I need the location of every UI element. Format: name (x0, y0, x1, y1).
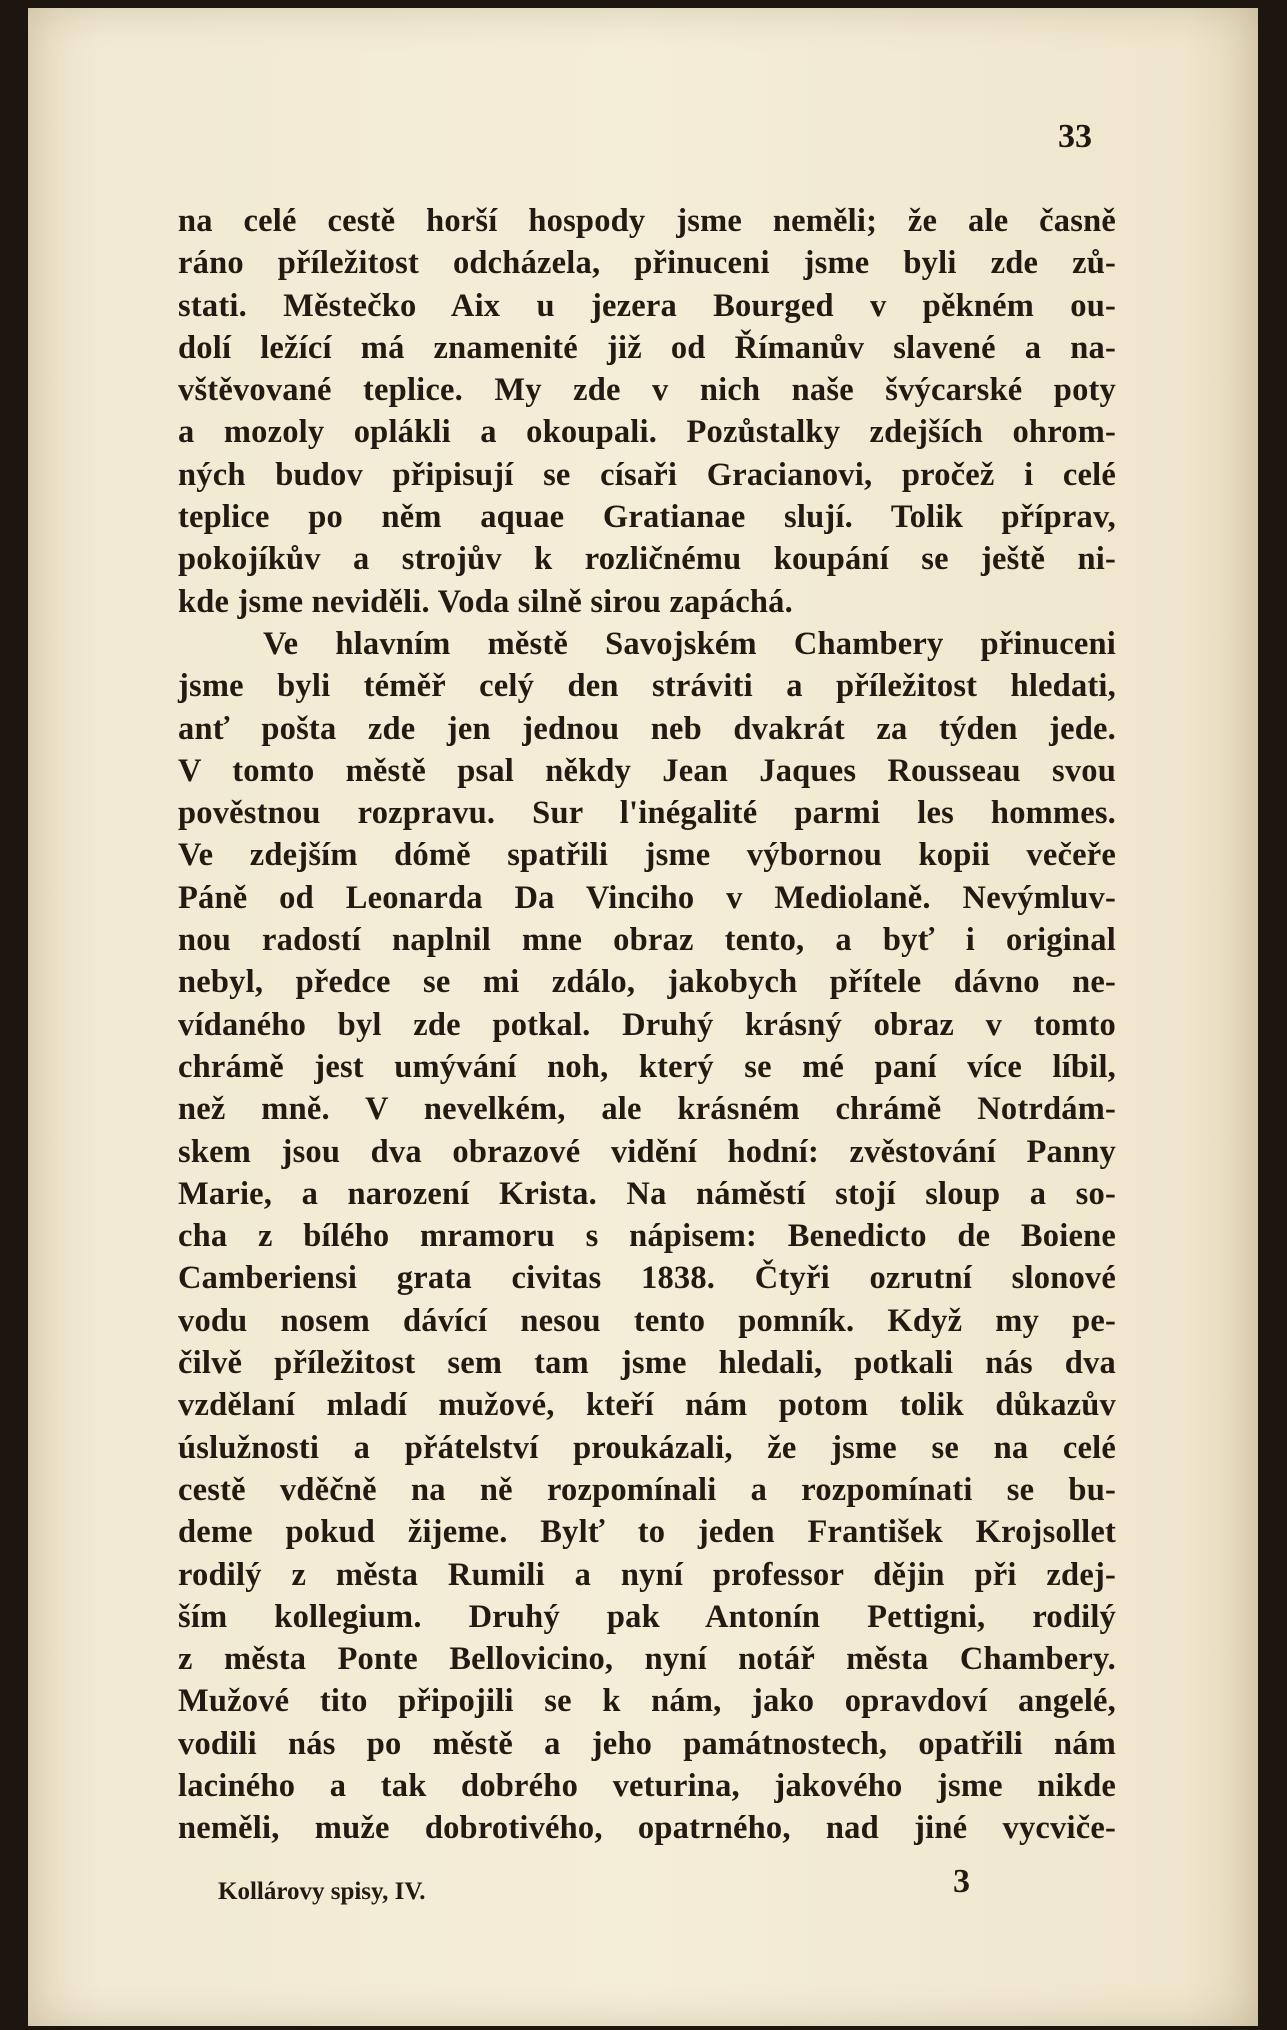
text-line: z města Ponte Bellovicino, nyní notář města Chambery. (178, 1641, 1116, 1678)
text-line: pověstnou rozpravu. Sur l'inégalité parmi les hommes. (178, 795, 1116, 832)
text-line: než mně. V nevelkém, ale krásném chrámě Notrdám- (178, 1091, 1116, 1128)
text-line: vodili nás po městě a jeho památnostech, opatřili nám (178, 1725, 1116, 1762)
text-line: cha z bílého mramoru s nápisem: Benedicto de Boiene (178, 1218, 1116, 1255)
text-line: úslužnosti a přátelství proukázali, že jsme se na celé (178, 1429, 1116, 1466)
text-line: Ve hlavním městě Savojském Chambery přinuceni (263, 625, 1116, 662)
text-line: skem jsou dva obrazové vidění hodní: zvěstování Panny (178, 1133, 1116, 1170)
text-line: vídaného byl zde potkal. Druhý krásný obraz v tomto (178, 1006, 1116, 1043)
body-text (178, 200, 1116, 1850)
text-line: deme pokud žijeme. Bylť to jeden František Krojsollet (178, 1514, 1116, 1551)
text-line: Ve zdejším dómě spatřili jsme výbornou kopii večeře (178, 837, 1116, 874)
text-line: ných budov připisují se císaři Gracianovi, pročež i celé (178, 456, 1116, 493)
text-line: jsme byli téměř celý den stráviti a příležitost hledati, (178, 668, 1116, 705)
text-line: pokojíkův a strojův k rozličnému koupání se ještě ni- (178, 541, 1116, 578)
text-line: rodilý z města Rumili a nyní professor dějin při zdej- (178, 1556, 1116, 1593)
text-line: vštěvované teplice. My zde v nich naše švýcarské poty (178, 372, 1116, 409)
book-page (28, 8, 1258, 2026)
text-line: Páně od Leonarda Da Vinciho v Mediolaně. Nevýmluv- (178, 879, 1116, 916)
text-line: vzdělaní mladí mužové, kteří nám potom tolik důkazův (178, 1387, 1116, 1424)
page-number: 33 (1058, 118, 1092, 155)
text-line: čilvě příležitost sem tam jsme hledali, potkali nás dva (178, 1345, 1116, 1382)
text-line: laciného a tak dobrého veturina, jakového jsme nikde (178, 1767, 1116, 1804)
text-line: nebyl, předce se mi zdálo, jakobych přítele dávno ne- (178, 964, 1116, 1001)
footer-signature: Kollárovy spisy, IV. (218, 1878, 426, 1905)
text-line: nou radostí naplnil mne obraz tento, a byť i original (178, 922, 1116, 959)
text-line: neměli, muže dobrotivého, opatrného, nad jiné vycviče- (178, 1810, 1116, 1847)
text-line: na celé cestě horší hospody jsme neměli; že ale časně (178, 203, 1116, 239)
text-line: a mozoly oplákli a okoupali. Pozůstalky zdejších ohrom- (178, 414, 1116, 451)
text-line: ráno příležitost odcházela, přinuceni jsme byli zde zů- (178, 245, 1116, 282)
text-line: ším kollegium. Druhý pak Antonín Pettigni, rodilý (178, 1598, 1116, 1635)
text-line: dolí ležící má znamenité již od Římanův slavené a na- (178, 329, 1116, 366)
text-line: chrámě jest umývání noh, který se mé paní více líbil, (178, 1048, 1116, 1085)
text-line: cestě vděčně na ně rozpomínali a rozpomínati se bu- (178, 1471, 1116, 1508)
text-line: Mužové tito připojili se k nám, jako opravdoví angelé, (178, 1683, 1116, 1720)
text-line: stati. Městečko Aix u jezera Bourged v pěkném ou- (178, 287, 1116, 324)
text-line: anť pošta zde jen jednou neb dvakrát za týden jede. (178, 710, 1116, 747)
text-line: Camberiensi grata civitas 1838. Čtyři ozrutní slonové (178, 1260, 1116, 1297)
text-line: kde jsme neviděli. Voda silně sirou zapáchá. (178, 583, 793, 620)
text-line: teplice po něm aquae Gratianae slují. Tolik příprav, (178, 499, 1116, 536)
text-line: vodu nosem dávící nesou tento pomník. Když my pe- (178, 1302, 1116, 1339)
text-line: Marie, a narození Krista. Na náměstí stojí sloup a so- (178, 1175, 1116, 1212)
footer-sheet-number: 3 (953, 1863, 970, 1900)
text-line: V tomto městě psal někdy Jean Jaques Rousseau svou (178, 752, 1116, 789)
